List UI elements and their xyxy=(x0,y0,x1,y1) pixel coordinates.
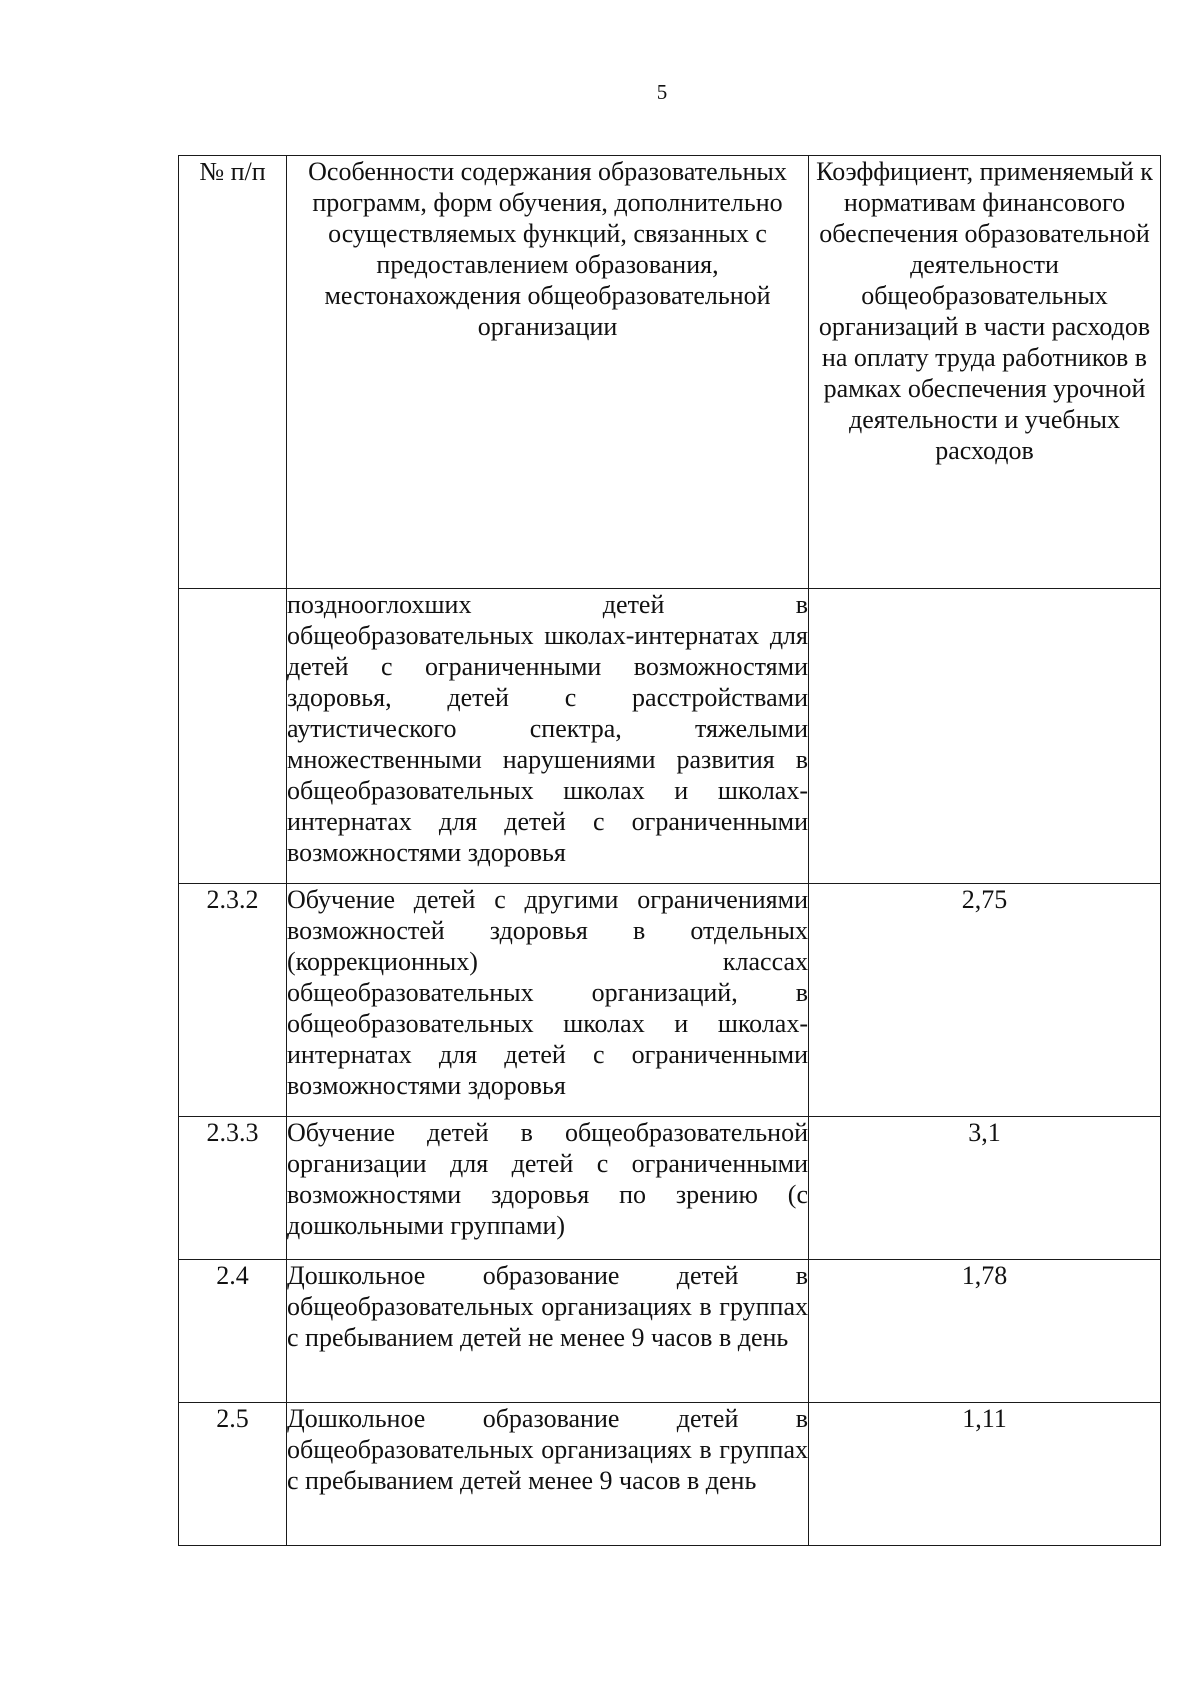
row-coefficient: 1,78 xyxy=(809,1260,1161,1403)
row-description: позднооглохших детей в общеобразовательных школах-интернатах для детей с ограниченными возможностями здоровья, детей с расстройствами аутистического спектра, тяжелыми множественными нарушениями развития в общеобразовательных школах и школах-интернатах для детей с ограниченными возможностями здоровья xyxy=(287,589,809,884)
row-number: 2.3.2 xyxy=(179,884,287,1117)
header-description: Особенности содержания образовательных программ, форм обучения, дополнительно осуществляемых функций, связанных с предоставлением образования, местонахождения общеобразовательной организации xyxy=(287,156,809,589)
table-row xyxy=(179,589,1161,884)
row-description: Обучение детей с другими ограничениями возможностей здоровья в отдельных (коррекционных) классах общеобразовательных организаций, в общеобразовательных школах и школах-интернатах для детей с ограниченными возможностями здоровья xyxy=(287,884,809,1117)
table-row xyxy=(179,1403,1161,1546)
header-coefficient: Коэффициент, применяемый к нормативам финансового обеспечения образовательной деятельности общеобразовательных организаций в части расходов на оплату труда работников в рамках обеспечения урочной деятельности и учебных расходов xyxy=(809,156,1161,589)
row-coefficient: 1,11 xyxy=(809,1403,1161,1546)
table-row xyxy=(179,1117,1161,1260)
row-coefficient xyxy=(809,589,1161,884)
row-number: 2.4 xyxy=(179,1260,287,1403)
header-number: № п/п xyxy=(179,156,287,589)
row-description: Дошкольное образование детей в общеобразовательных организациях в группах с пребыванием детей не менее 9 часов в день xyxy=(287,1260,809,1403)
row-coefficient: 3,1 xyxy=(809,1117,1161,1260)
row-description: Дошкольное образование детей в общеобразовательных организациях в группах с пребыванием детей менее 9 часов в день xyxy=(287,1403,809,1546)
table-row xyxy=(179,1260,1161,1403)
coefficients-table xyxy=(178,155,1161,1546)
row-number: 2.3.3 xyxy=(179,1117,287,1260)
row-coefficient: 2,75 xyxy=(809,884,1161,1117)
table-row xyxy=(179,884,1161,1117)
row-description: Обучение детей в общеобразовательной организации для детей с ограниченными возможностями здоровья по зрению (с дошкольными группами) xyxy=(287,1117,809,1260)
row-number: 2.5 xyxy=(179,1403,287,1546)
row-number xyxy=(179,589,287,884)
page-number: 5 xyxy=(656,80,668,104)
table-header-row xyxy=(179,156,1161,589)
